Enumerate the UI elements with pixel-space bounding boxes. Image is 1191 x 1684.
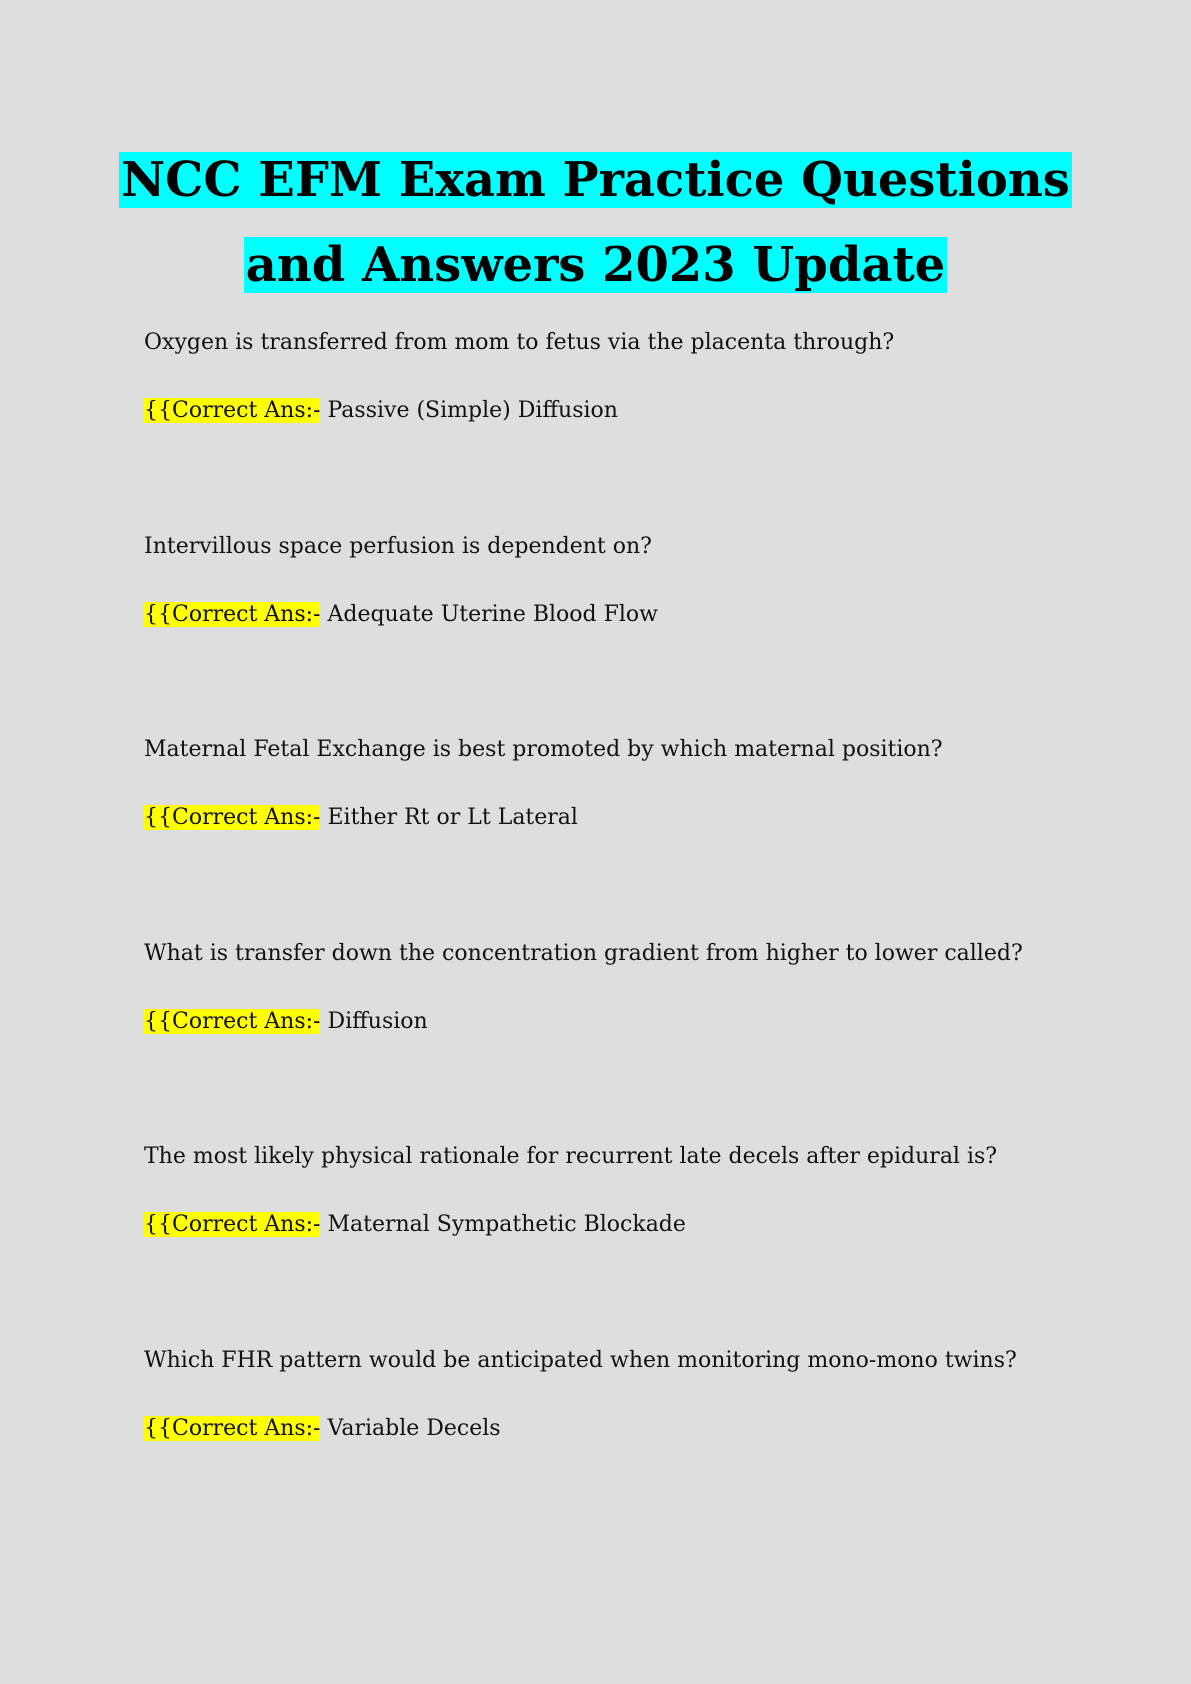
answer-line [144,1210,686,1240]
title-line-1: NCC EFM Exam Practice Questions [121,152,1070,208]
title-line-2: and Answers 2023 Update [245,237,946,293]
answer-text: Passive (Simple) Diffusion [320,398,618,423]
answer-line [144,1414,501,1444]
answer-line [144,803,578,833]
answer-text: Diffusion [320,1009,428,1034]
document-title [0,138,1191,308]
answer-line [144,396,618,426]
answer-prefix-highlight: {{Correct Ans:- [144,602,321,627]
answer-text: Variable Decels [320,1416,501,1441]
answer-prefix-highlight: {{Correct Ans:- [144,1009,321,1034]
question-text: What is transfer down the concentration gradient from higher to lower called? [144,941,1023,966]
question-text: The most likely physical rationale for recurrent late decels after epidural is? [144,1144,998,1169]
question-text: Maternal Fetal Exchange is best promoted by which maternal position? [144,737,943,762]
answer-prefix-highlight: {{Correct Ans:- [144,398,321,423]
question-text: Which FHR pattern would be anticipated when monitoring mono-mono twins? [144,1348,1017,1373]
answer-line [144,600,658,630]
answer-prefix-highlight: {{Correct Ans:- [144,805,321,830]
question-text: Intervillous space perfusion is dependent on? [144,534,652,559]
answer-text: Either Rt or Lt Lateral [320,805,578,830]
answer-line [144,1007,428,1037]
answer-prefix-highlight: {{Correct Ans:- [144,1212,321,1237]
question-text: Oxygen is transferred from mom to fetus via the placenta through? [144,330,895,355]
answer-text: Maternal Sympathetic Blockade [320,1212,686,1237]
answer-prefix-highlight: {{Correct Ans:- [144,1416,321,1441]
answer-text: Adequate Uterine Blood Flow [320,602,658,627]
